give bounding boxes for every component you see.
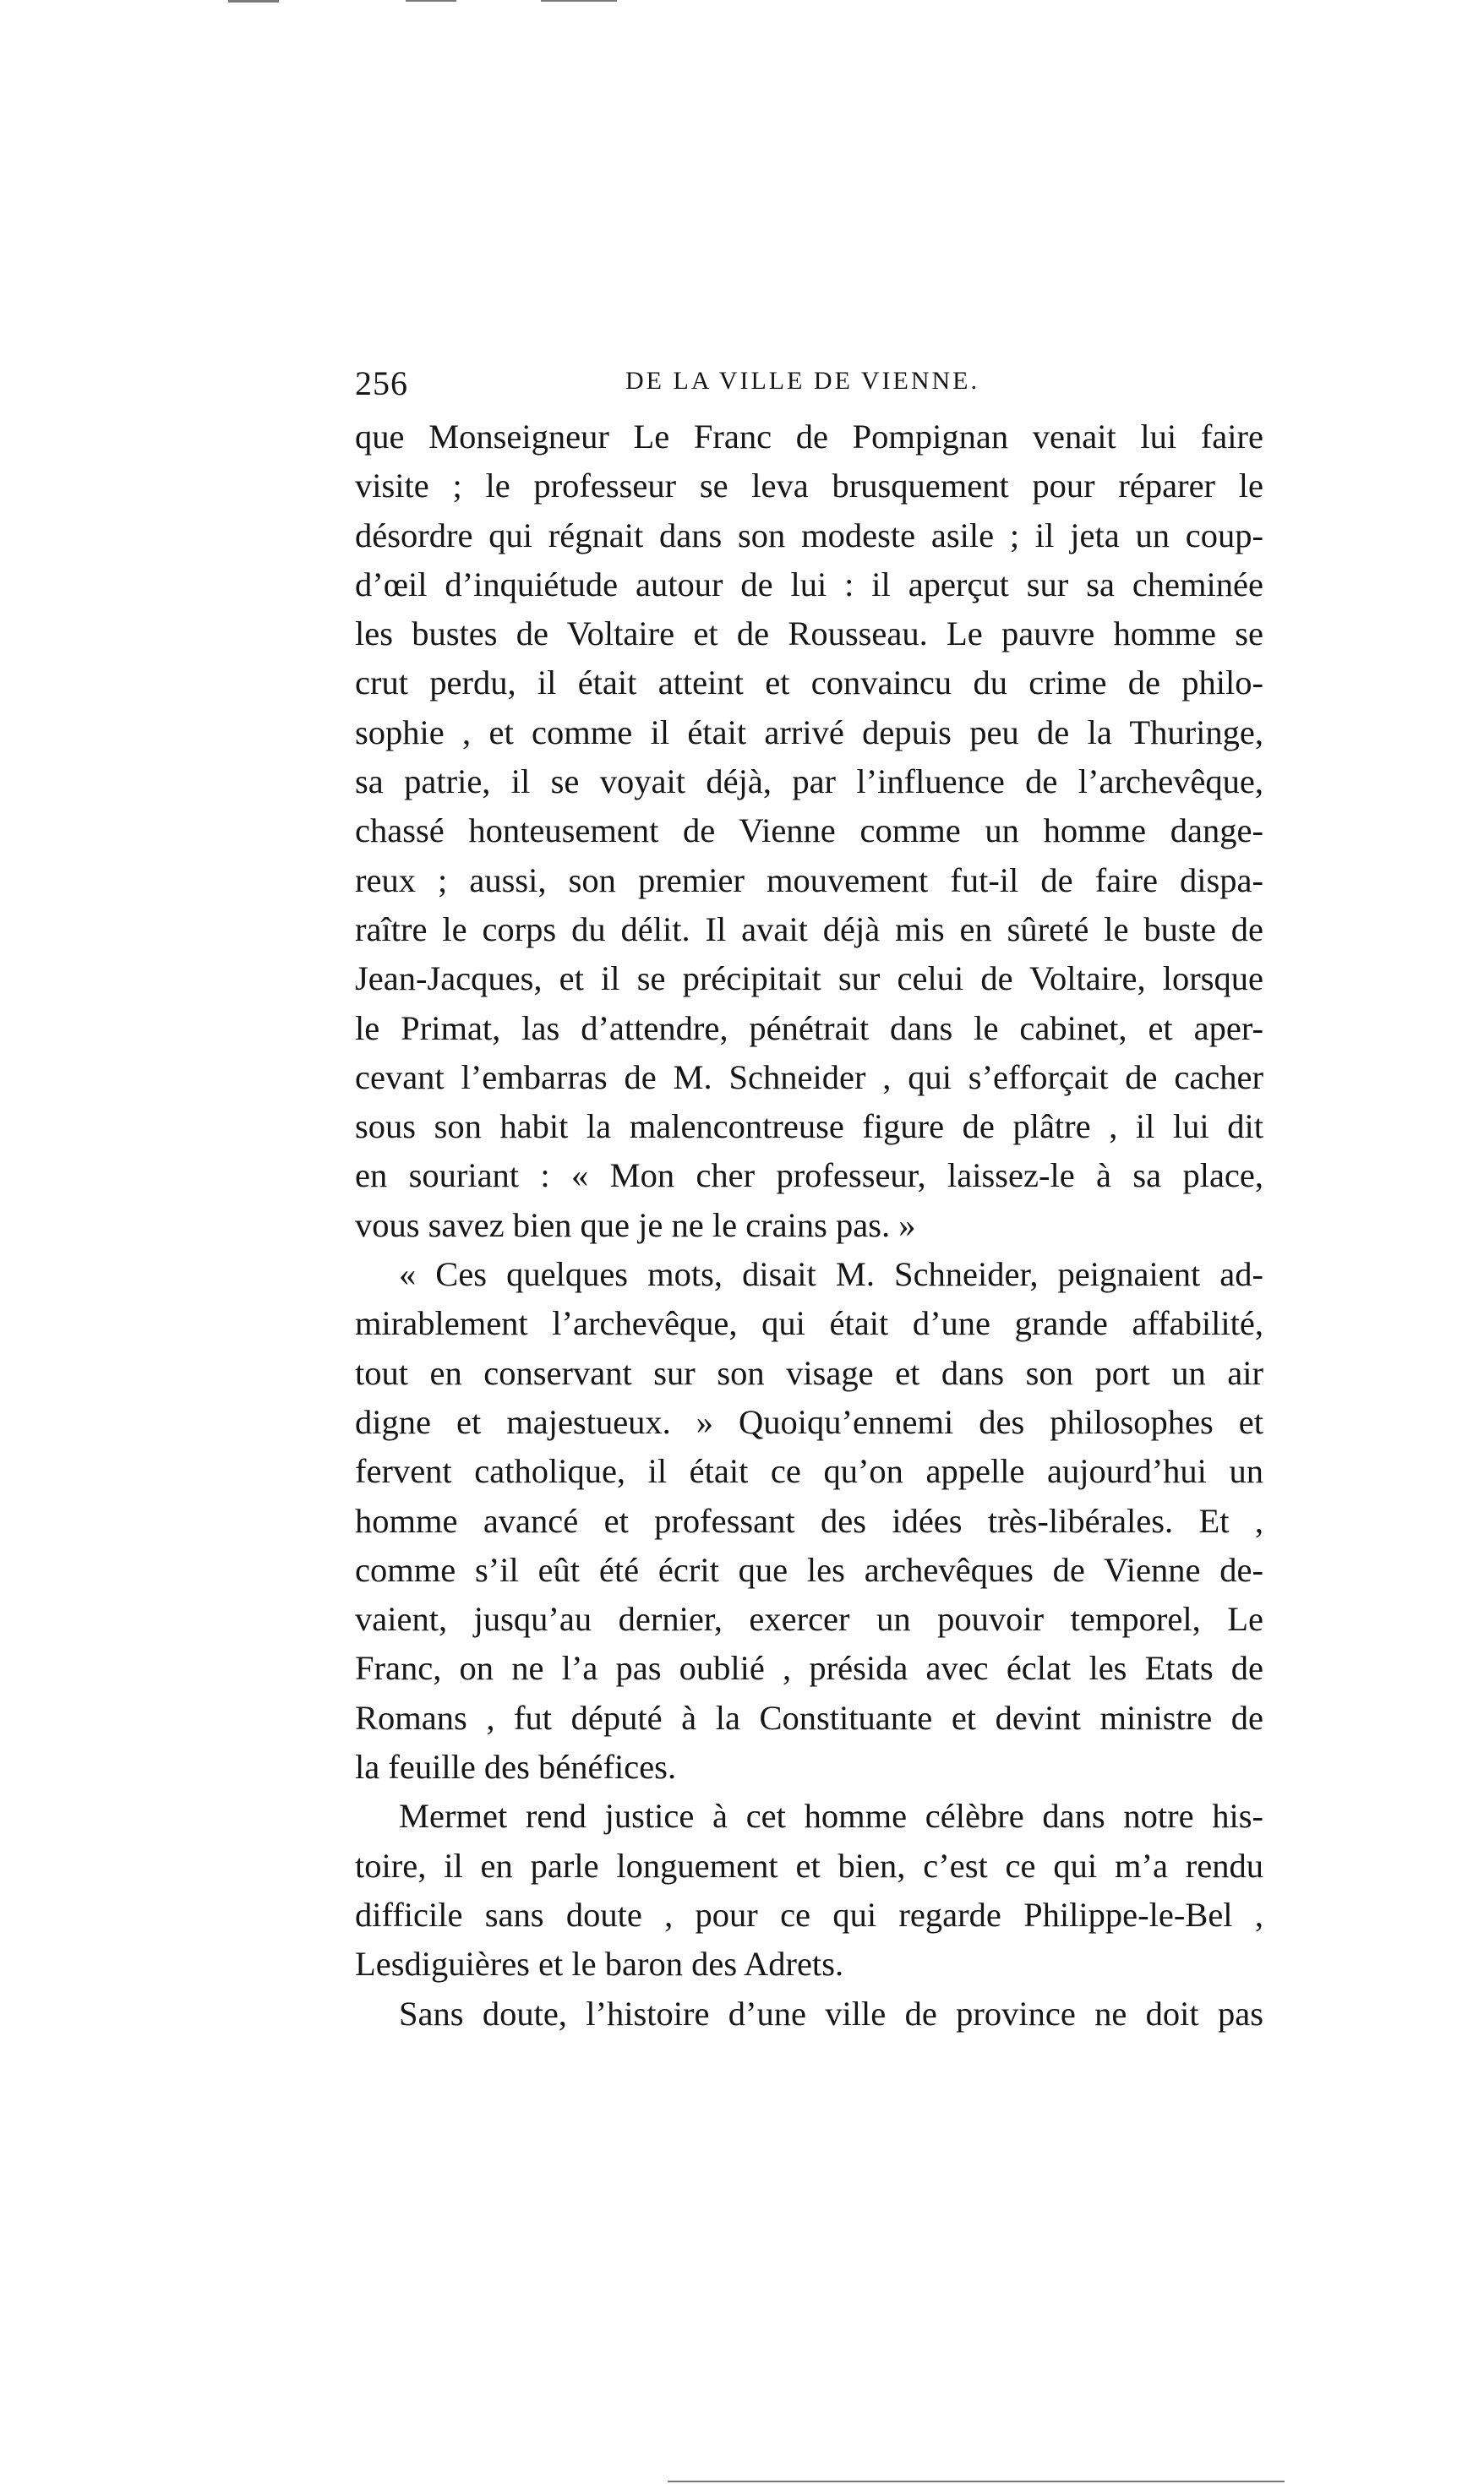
text-line: vous savez bien que je ne le crains pas. » [355, 1205, 916, 1244]
text-line: raître le corps du délit. Il avait déjà mis en sûreté le buste de [355, 909, 1263, 948]
text-line: toire, il en parle longuement et bien, c’est ce qui m’a rendu [355, 1846, 1263, 1885]
page-number: 256 [355, 364, 408, 402]
scan-mark-top-2 [406, 0, 456, 2]
text-line: difficile sans doute , pour ce qui regarde Philippe-le-Bel , [355, 1895, 1263, 1934]
text-line: Sans doute, l’histoire d’une ville de province ne doit pas [399, 1994, 1263, 2033]
text-line: en souriant : « Mon cher professeur, laissez-le à sa place, [355, 1156, 1263, 1195]
text-line: homme avancé et professant des idées très-libérales. Et , [355, 1501, 1263, 1540]
text-line: Jean-Jacques, et il se précipitait sur celui de Voltaire, lorsque [355, 959, 1263, 998]
text-line: désordre qui régnait dans son modeste asile ; il jeta un coup- [355, 516, 1263, 554]
text-line: le Primat, las d’attendre, pénétrait dans le cabinet, et aper- [355, 1008, 1263, 1047]
text-line: chassé honteusement de Vienne comme un homme dange- [355, 811, 1263, 850]
text-line: les bustes de Voltaire et de Rousseau. Le pauvre homme se [355, 614, 1263, 653]
text-line: reux ; aussi, son premier mouvement fut-il de faire dispa- [355, 860, 1263, 899]
text-line: Romans , fut député à la Constituante et devint ministre de [355, 1698, 1263, 1737]
text-line: digne et majestueux. » Quoiqu’ennemi des philosophes et [355, 1402, 1263, 1441]
text-line: vaient, jusqu’au dernier, exercer un pouvoir temporel, Le [355, 1600, 1263, 1639]
running-title: DE LA VILLE DE VIENNE. [625, 367, 979, 395]
text-line: cevant l’embarras de M. Schneider , qui s’efforçait de cacher [355, 1057, 1263, 1096]
text-line: sous son habit la malencontreuse figure de plâtre , il lui dit [355, 1107, 1263, 1146]
scan-mark-top-3 [541, 0, 617, 2]
text-line: d’œil d’inquiétude autour de lui : il aperçut sur sa cheminée [355, 565, 1263, 603]
text-line: sophie , et comme il était arrivé depuis peu de la Thuringe, [355, 712, 1263, 751]
scan-mark-top [228, 0, 279, 3]
text-line: Lesdiguières et le baron des Adrets. [355, 1945, 844, 1984]
text-line: que Monseigneur Le Franc de Pompignan venait lui faire [355, 418, 1263, 456]
text-line: visite ; le professeur se leva brusquement pour réparer le [355, 467, 1263, 505]
text-line: la feuille des bénéfices. [355, 1748, 677, 1787]
scan-mark-bottom [668, 2481, 1285, 2482]
text-line: comme s’il eût été écrit que les archevêques de Vienne de- [355, 1550, 1263, 1589]
text-line: sa patrie, il se voyait déjà, par l’influence de l’archevêque, [355, 762, 1263, 801]
running-head [355, 363, 1263, 414]
text-line: « Ces quelques mots, disait M. Schneider, peignaient ad- [399, 1255, 1263, 1294]
text-line: mirablement l’archevêque, qui était d’une grande affabilité, [355, 1304, 1263, 1343]
text-line: Mermet rend justice à cet homme célèbre dans notre his- [399, 1797, 1263, 1836]
text-line: tout en conservant sur son visage et dans son port un air [355, 1353, 1263, 1392]
text-line: crut perdu, il était atteint et convaincu du crime de philo- [355, 663, 1263, 702]
text-line: fervent catholique, il était ce qu’on appelle aujourd’hui un [355, 1452, 1263, 1491]
text-line: Franc, on ne l’a pas oublié , présida avec éclat les Etats de [355, 1649, 1263, 1688]
body-text [355, 412, 1263, 2039]
